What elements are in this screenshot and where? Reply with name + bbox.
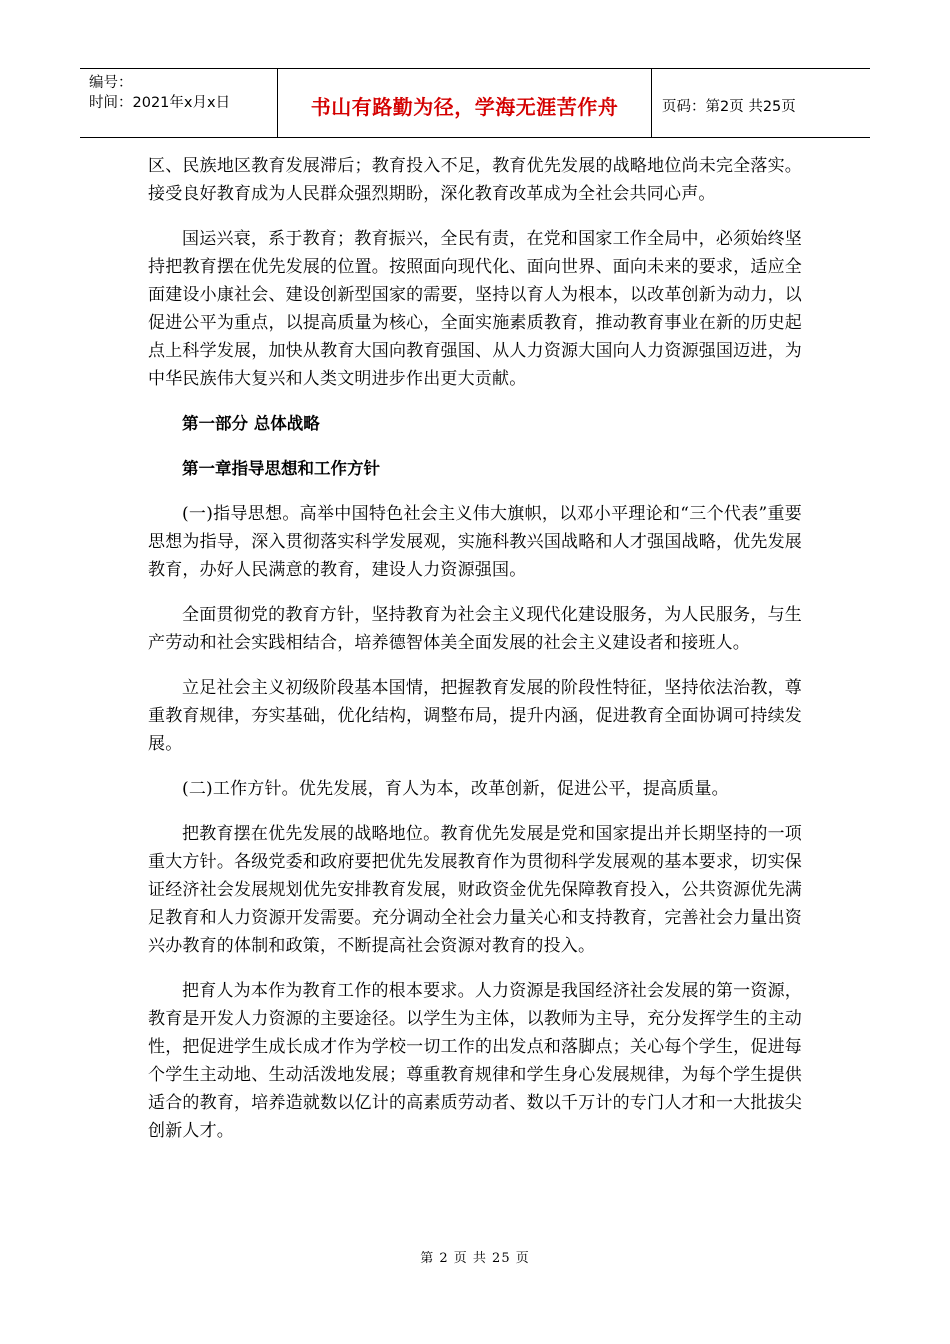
paragraph: 立足社会主义初级阶段基本国情，把握教育发展的阶段性特征，坚持依法治教，尊重教育规律，夯实基础，优化结构，调整布局，提升内涵，促进教育全面协调可持续发展。 bbox=[148, 678, 802, 754]
page-info-text: 页码：第2页 共25页 bbox=[662, 98, 796, 115]
footer-page-number: 第 2 页 共 25 页 bbox=[420, 1251, 530, 1266]
header-meta bbox=[80, 69, 278, 137]
paragraph: 把教育摆在优先发展的战略地位。教育优先发展是党和国家提出并长期坚持的一项重大方针。各级党委和政府要把优先发展教育作为贯彻科学发展观的基本要求，切实保证经济社会发展规划优先安排教育发展，财政资金优先保障教育投入，公共资源优先满足教育和人力资源开发需要。充分调动全社会力量关心和支持教育，完善社会力量出资兴办教育的体制和政策，不断提高社会资源对教育的投入。 bbox=[148, 824, 802, 956]
part-heading: 第一部分 总体战略 bbox=[182, 414, 320, 433]
paragraph: (二)工作方针。优先发展，育人为本，改革创新，促进公平，提高质量。 bbox=[182, 779, 729, 799]
paragraph: (一)指导思想。高举中国特色社会主义伟大旗帜，以邓小平理论和“三个代表”重要思想为指导，深入贯彻落实科学发展观，实施科教兴国战略和人才强国战略，优先发展教育，办好人民满意的教育，建设人力资源强国。 bbox=[148, 504, 802, 580]
paragraph: 国运兴衰，系于教育；教育振兴，全民有责，在党和国家工作全局中，必须始终坚持把教育摆在优先发展的位置。按照面向现代化、面向世界、面向未来的要求，适应全面建设小康社会、建设创新型国家的需要，坚持以育人为根本，以改革创新为动力，以促进公平为重点，以提高质量为核心，全面实施素质教育，推动教育事业在新的历史起点上科学发展，加快从教育大国向教育强国、从人力资源大国向人力资源强国迈进，为中华民族伟大复兴和人类文明进步作出更大贡献。 bbox=[148, 229, 802, 389]
header-page-info bbox=[652, 69, 870, 137]
paragraph: 区、民族地区教育发展滞后；教育投入不足，教育优先发展的战略地位尚未完全落实。接受良好教育成为人民群众强烈期盼，深化教育改革成为全社会共同心声。 bbox=[148, 156, 802, 204]
paragraph: 全面贯彻党的教育方针，坚持教育为社会主义现代化建设服务，为人民服务，与生产劳动和社会实践相结合，培养德智体美全面发展的社会主义建设者和接班人。 bbox=[148, 605, 802, 653]
header-motto-cell bbox=[278, 69, 652, 137]
motto-text: 书山有路勤为径，学海无涯苦作舟 bbox=[310, 94, 619, 119]
paragraph: 把育人为本作为教育工作的根本要求。人力资源是我国经济社会发展的第一资源，教育是开发人力资源的主要途径。以学生为主体，以教师为主导，充分发挥学生的主动性，把促进学生成长成才作为学校一切工作的出发点和落脚点；关心每个学生，促进每个学生主动地、生动活泼地发展；尊重教育规律和学生身心发展规律，为每个学生提供适合的教育，培养造就数以亿计的高素质劳动者、数以千万计的专门人才和一大批拔尖创新人才。 bbox=[148, 981, 802, 1141]
date-label: 时间：2021年x月x日 bbox=[89, 95, 231, 111]
document-body bbox=[148, 152, 802, 1162]
document-header bbox=[80, 68, 870, 138]
chapter-heading: 第一章指导思想和工作方针 bbox=[182, 459, 380, 478]
number-label: 编号： bbox=[89, 75, 133, 91]
page-footer bbox=[0, 1247, 950, 1266]
